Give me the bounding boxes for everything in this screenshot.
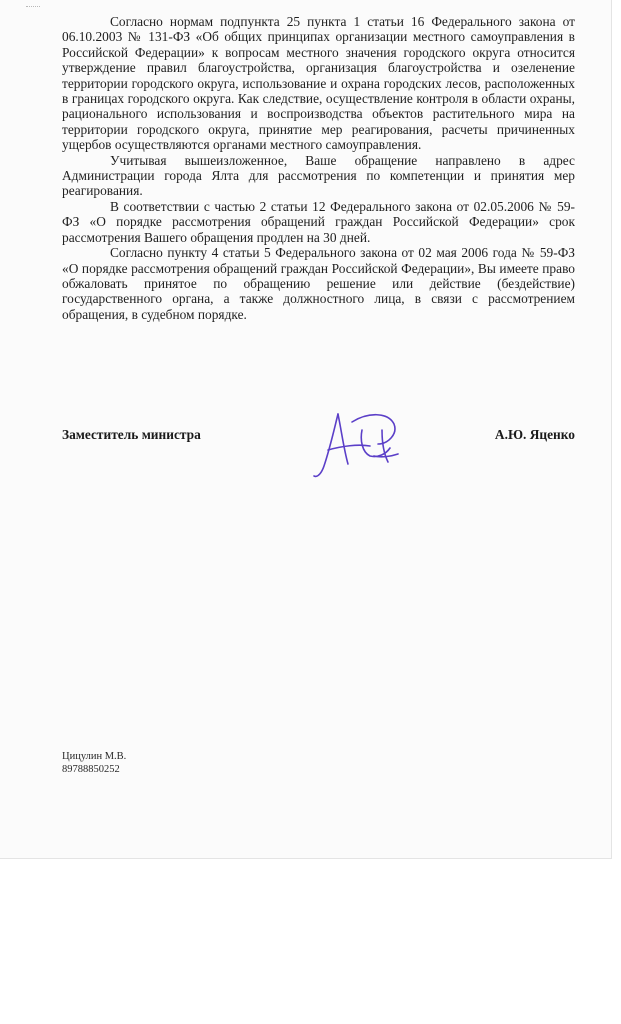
handwritten-signature xyxy=(308,400,404,482)
paragraph-appeal-rights: Согласно пункту 4 статьи 5 Федерального закона от 02 мая 2006 года № 59-ФЗ «О порядке рассмотрения обращений граждан Российской Федерации», Вы имеете право обжаловать принятое по обращению решение или действие (бездействие) государственного органа, а также должностного лица, в связи с рассмотрением обращения, в судебном порядке. xyxy=(62,245,575,322)
paragraph-legal-basis: Согласно нормам подпункта 25 пункта 1 статьи 16 Федерального закона от 06.10.2003 № 131-ФЗ «Об общих принципах организации местного самоуправления в Российской Федерации» к вопросам местного значения городского округа относится утверждение правил благоустройства, организация благоустройства и озеленение территории городского округа, использование и охрана городских лесов, расположенных в границах городского округа. Как следствие, осуществление контроля в области охраны, рационального использования и воспроизводства объектов растительного мира на территории городского округа, принятие мер реагирования, расчеты причиненных ущербов осуществляются органами местного самоуправления. xyxy=(62,14,575,153)
scan-mark xyxy=(26,6,40,9)
paragraph-extension: В соответствии с частью 2 статьи 12 Федерального закона от 02.05.2006 № 59-ФЗ «О порядке рассмотрения обращений граждан Российской Федерации» срок рассмотрения Вашего обращения продлен на 30 дней. xyxy=(62,198,575,245)
executor-name: Цицулин М.В. xyxy=(62,751,127,762)
paragraph-redirect: Учитывая вышеизложенное, Ваше обращение направлено в адрес Администрации города Ялта для рассмотрения по компетенции и принятия мер реагирования. xyxy=(62,152,575,199)
letter-body xyxy=(62,14,575,322)
signatory-title: Заместитель министра xyxy=(62,427,201,442)
executor-phone: 89788850252 xyxy=(62,764,120,775)
signatory-name: А.Ю. Яценко xyxy=(494,427,575,442)
executor-info xyxy=(62,750,126,776)
